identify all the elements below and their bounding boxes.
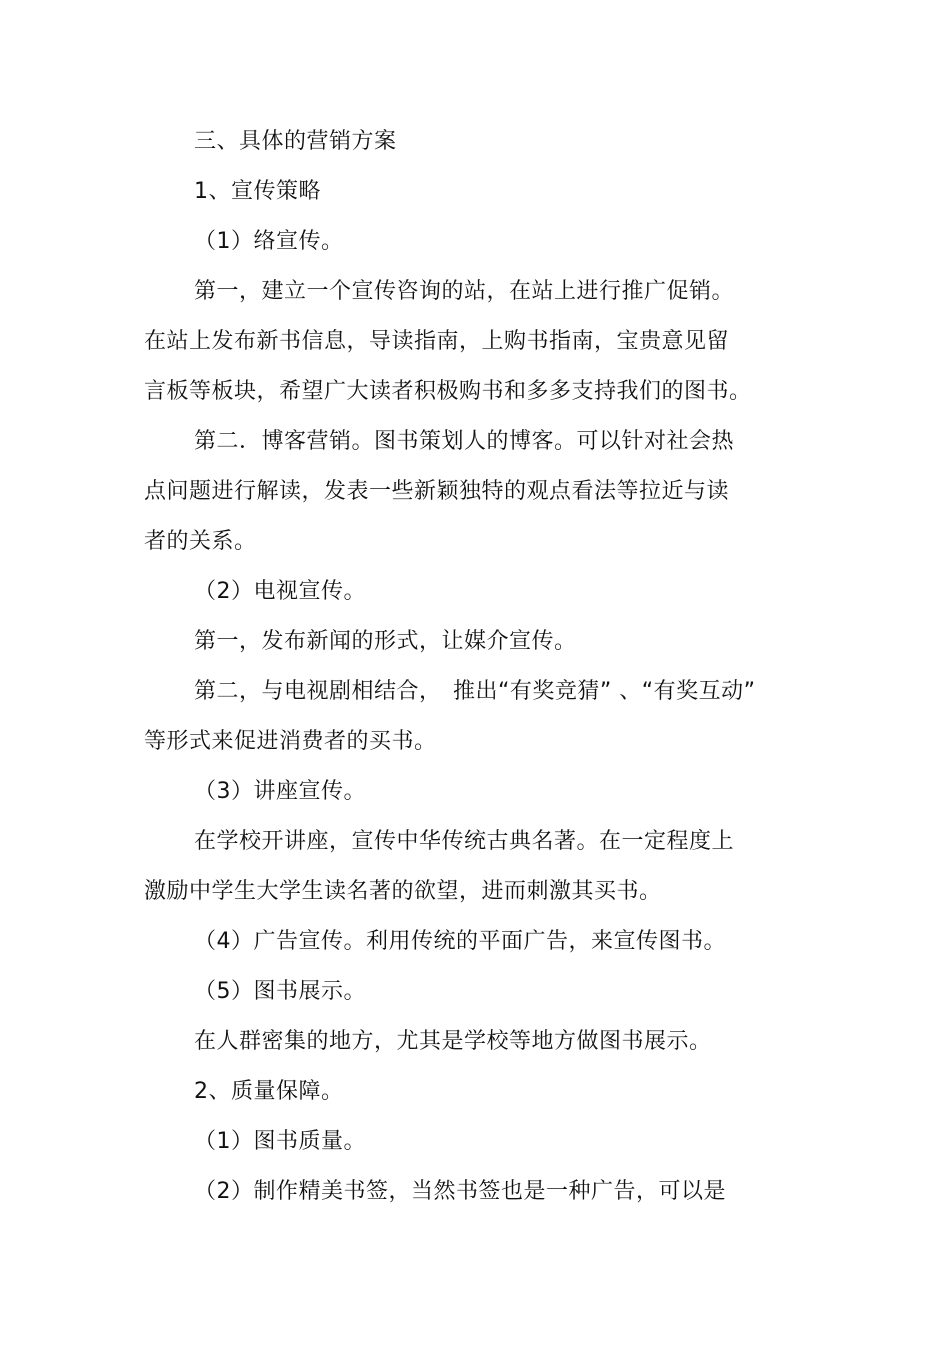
item-heading: （5）图书展示。 <box>194 979 366 1004</box>
paragraph-line: 点问题进行解读，发表一些新颖独特的观点看法等拉近与读 <box>144 479 730 504</box>
paragraph-line: 在站上发布新书信息，导读指南，上购书指南，宝贵意见留 <box>144 329 730 354</box>
paragraph-line: 第一，发布新闻的形式，让媒介宣传。 <box>194 629 577 654</box>
paragraph-line: （2）制作精美书签，当然书签也是一种广告，可以是 <box>194 1179 726 1204</box>
item-heading: （3）讲座宣传。 <box>194 779 366 804</box>
paragraph-line: 等形式来促进消费者的买书。 <box>144 729 437 754</box>
paragraph-line: 第二，与电视剧相结合， 推出“有奖竞猜” 、“有奖互动” <box>194 679 756 704</box>
item-heading: （4）广告宣传。利用传统的平面广告，来宣传图书。 <box>194 929 726 954</box>
item-heading: （1）图书质量。 <box>194 1129 366 1154</box>
paragraph-line: 第一，建立一个宣传咨询的站，在站上进行推广促销。 <box>194 279 735 304</box>
paragraph-line: 第二．博客营销。图书策划人的博客。可以针对社会热 <box>194 429 735 454</box>
subsection-heading: 1、宣传策略 <box>194 179 321 204</box>
item-heading: （2）电视宣传。 <box>194 579 366 604</box>
paragraph-line: 激励中学生大学生读名著的欲望，进而刺激其买书。 <box>144 879 662 904</box>
item-heading: （1）络宣传。 <box>194 229 344 254</box>
paragraph-line: 言板等板块，希望广大读者积极购书和多多支持我们的图书。 <box>144 379 752 404</box>
subsection-heading: 2、质量保障。 <box>194 1079 344 1104</box>
paragraph-line: 者的关系。 <box>144 529 257 554</box>
section-heading: 三、具体的营销方案 <box>194 129 397 154</box>
paragraph-line: 在学校开讲座，宣传中华传统古典名著。在一定程度上 <box>194 829 735 854</box>
paragraph-line: 在人群密集的地方，尤其是学校等地方做图书展示。 <box>194 1029 712 1054</box>
